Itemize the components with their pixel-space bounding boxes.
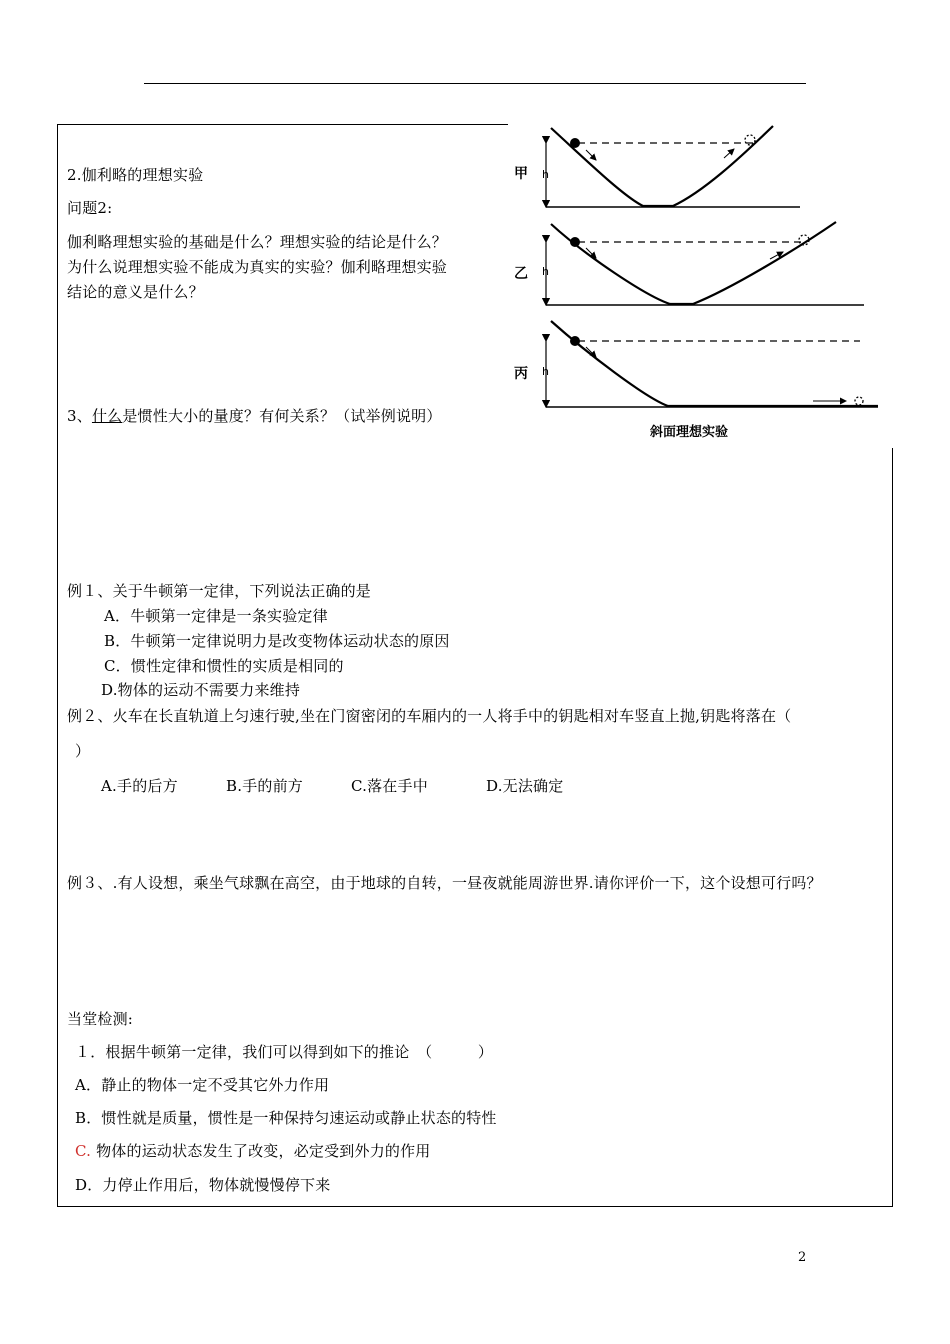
check-option-c-text: 物体的运动状态发生了改变，必定受到外力的作用 (96, 1142, 431, 1160)
ball-icon (570, 336, 580, 346)
question-2-line-2: 为什么说理想实验不能成为真实的实验？伽利略理想实验 (67, 258, 448, 276)
height-label-yi: h (542, 265, 549, 278)
example-1-option-b: B．牛顿第一定律说明力是改变物体运动状态的原因 (104, 632, 450, 650)
example-2-option-c: C.落在手中 (351, 777, 428, 795)
height-label-jia: h (542, 168, 549, 181)
example-2-option-d: D.无法确定 (486, 777, 564, 795)
example-1-option-c: C．惯性定律和惯性的实质是相同的 (104, 657, 344, 675)
box-border-top (57, 124, 512, 125)
check-option-b: B．惯性就是质量，惯性是一种保持匀速运动或静止状态的特性 (75, 1109, 497, 1127)
section-3-prefix: 3、 (67, 407, 92, 425)
check-question-1: １．根据牛顿第一定律，我们可以得到如下的推论 （ ） (75, 1043, 494, 1061)
box-border-left (57, 124, 58, 1206)
section-2-title: 2.伽利略的理想实验 (67, 166, 204, 184)
box-border-right (892, 447, 893, 1206)
question-2-label: 问题2: (67, 199, 113, 217)
check-option-c (75, 1141, 431, 1161)
example-2-stem: 例２、火车在长直轨道上匀速行驶,坐在门窗密闭的车厢内的一人将手中的钥匙相对车竖直上抛,钥匙将落在（ (67, 707, 792, 725)
header-rule (144, 83, 806, 84)
check-option-a: A．静止的物体一定不受其它外力作用 (75, 1076, 330, 1094)
check-option-d: D．力停止作用后，物体就慢慢停下来 (75, 1176, 331, 1194)
label-jia: 甲 (514, 166, 528, 182)
check-option-c-letter: C. (75, 1142, 92, 1160)
ball-icon (570, 138, 580, 148)
example-2-option-b: B.手的前方 (226, 777, 303, 795)
section-3-question (67, 406, 442, 426)
inclined-plane-figure (508, 118, 893, 448)
section-3-rest: 是惯性大小的量度？有何关系？（试举例说明） (122, 407, 442, 425)
label-bing: 丙 (514, 366, 528, 382)
figure-caption: 斜面理想实验 (650, 425, 729, 440)
example-2-stem-cont: ） (75, 742, 91, 760)
question-2-line-1: 伽利略理想实验的基础是什么？理想实验的结论是什么？ (67, 233, 448, 251)
box-border-bottom (57, 1206, 893, 1207)
example-3-stem: 例３、.有人设想，乘坐气球飘在高空，由于地球的自转，一昼夜就能周游世界.请你评价一下，这个设想可行吗？ (67, 874, 822, 892)
example-1-option-d: D.物体的运动不需要力来维持 (101, 681, 301, 699)
section-3-underlined: 什么 (91, 407, 123, 425)
height-label-bing: h (542, 365, 549, 378)
page-number: 2 (798, 1250, 807, 1265)
question-2-line-3: 结论的意义是什么？ (67, 283, 204, 301)
example-2-option-a: A.手的后方 (101, 777, 178, 795)
label-yi: 乙 (514, 266, 528, 282)
ball-icon (570, 237, 580, 247)
example-1-stem: 例１、关于牛顿第一定律，下列说法正确的是 (67, 582, 372, 600)
check-title: 当堂检测: (67, 1010, 134, 1028)
example-1-option-a: A．牛顿第一定律是一条实验定律 (104, 607, 328, 625)
